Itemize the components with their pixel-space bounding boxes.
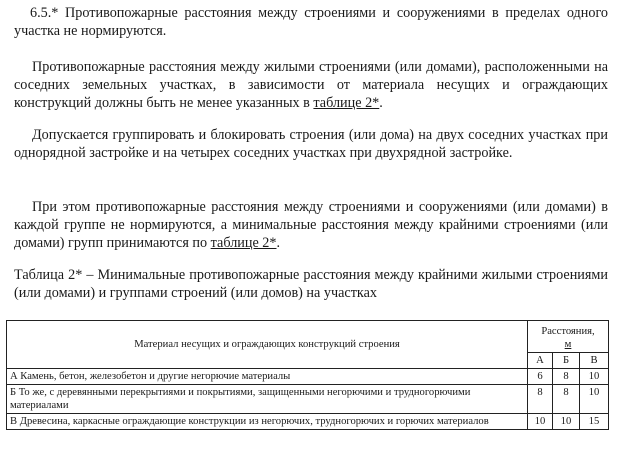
table-row bbox=[7, 385, 609, 414]
row-value-a: 6 bbox=[528, 369, 553, 385]
table-row bbox=[7, 414, 609, 430]
paragraph-text: Противопожарные расстояния между жилыми строениями (или домами), расположенными на соседних земельных участках, в зависимости от материала несущих и ограждающих конструкций должны быть не менее указанных в bbox=[14, 59, 608, 111]
row-value-v: 10 bbox=[580, 385, 609, 414]
row-value-a: 8 bbox=[528, 385, 553, 414]
header-distance-label: Расстояния, bbox=[541, 326, 595, 337]
table-caption: Таблица 2* – Минимальные противопожарные расстояния между крайними жилыми строениями (или домами) и группами строений (или домов) на участках bbox=[14, 267, 608, 301]
paragraph-group-distances bbox=[14, 198, 608, 252]
subheader-b: Б bbox=[553, 353, 580, 369]
row-material: А Камень, бетон, железобетон и другие негорючие материалы bbox=[7, 369, 528, 385]
row-value-b: 10 bbox=[553, 414, 580, 430]
row-value-b: 8 bbox=[553, 385, 580, 414]
paragraph-text: При этом противопожарные расстояния между строениями и сооружениями (или домами) в каждой группе не нормируются, а минимальные расстояния между крайними строениями (или домами) групп принимаются по bbox=[14, 199, 608, 251]
row-value-b: 8 bbox=[553, 369, 580, 385]
paragraph-end: . bbox=[276, 235, 281, 251]
paragraph-end: . bbox=[379, 95, 383, 111]
subheader-v: В bbox=[580, 353, 609, 369]
row-value-v: 10 bbox=[580, 369, 609, 385]
row-value-a: 10 bbox=[528, 414, 553, 430]
row-value-v: 15 bbox=[580, 414, 609, 430]
header-distance bbox=[528, 321, 609, 353]
distance-table bbox=[6, 320, 609, 430]
paragraph-6-5: 6.5.* Противопожарные расстояния между строениями и сооружениями в пределах одного участка не нормируются. bbox=[14, 5, 608, 39]
table-row bbox=[7, 369, 609, 385]
row-material: В Древесина, каркасные ограждающие конструкции из негорючих, трудногорючих и горючих материалов bbox=[7, 414, 528, 430]
paragraph-grouping: Допускается группировать и блокировать строения (или дома) на двух соседних участках при однорядной застройке и на четырех соседних участках при двухрядной застройке. bbox=[14, 127, 608, 161]
header-material: Материал несущих и ограждающих конструкций строения bbox=[7, 321, 528, 369]
table-2-link[interactable]: таблице 2* bbox=[210, 235, 277, 251]
table-2-link[interactable]: таблице 2* bbox=[313, 95, 380, 111]
row-material: Б То же, с деревянными перекрытиями и покрытиями, защищенными негорючими и трудногорючими материалами bbox=[7, 385, 528, 414]
paragraph-neighbor-distances bbox=[14, 58, 608, 112]
header-unit: м bbox=[564, 339, 572, 350]
subheader-a: А bbox=[528, 353, 553, 369]
